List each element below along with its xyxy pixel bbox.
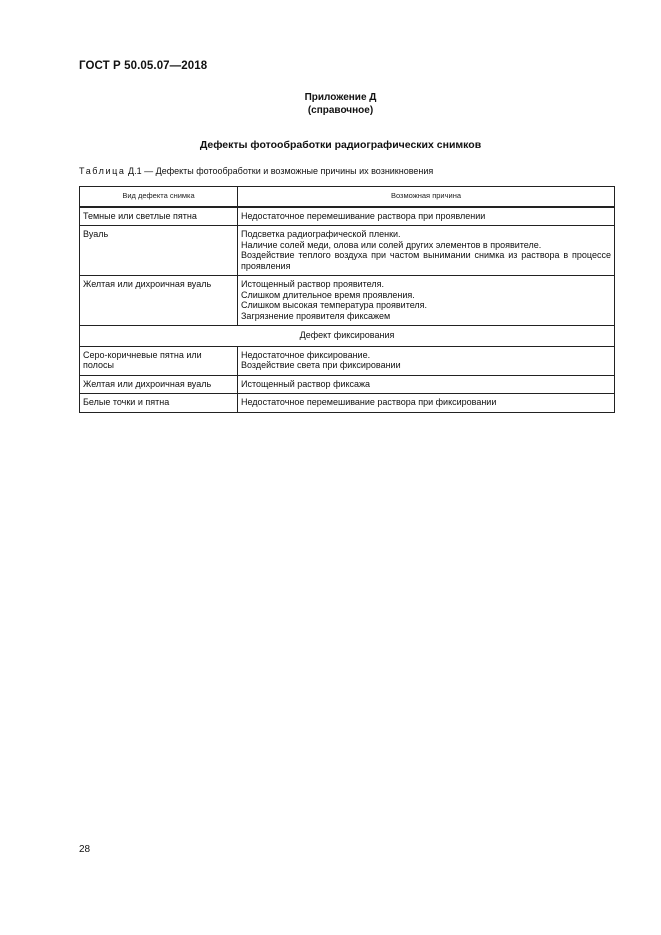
section-title: Дефекты фотообработки радиографических снимков [199,139,482,151]
table-caption-text: Д.1 — Дефекты фотообработки и возможные причины их возникновения [128,166,434,176]
cause-line: Воздействие теплого воздуха при частом вынимании снимка из раствора в процессе проявления [241,250,611,271]
cause-line: Недостаточное фиксирование. [241,349,371,360]
cause-cell [238,375,615,394]
cause-line: Недостаточное перемешивание раствора при проявлении [241,210,486,221]
defects-table [79,186,615,413]
cause-cell [238,394,615,413]
cause-line: Подсветка радиографической пленки. [241,229,401,239]
column-header-defect: Вид дефекта снимка [80,187,238,207]
table-section-row [80,326,615,347]
document-code: ГОСТ Р 50.05.07—2018 [79,60,208,72]
table-caption-label: Таблица [79,166,126,176]
table-row [80,207,615,226]
table-header-row [80,187,615,207]
defect-cell: Темные или светлые пятна [80,207,238,226]
table-row [80,346,615,375]
cause-line: Слишком высокая температура проявителя. [241,300,428,310]
cause-line: Слишком длительное время проявления. [241,289,415,300]
cause-line: Истощенный раствор проявителя. [241,279,384,289]
defect-cell: Белые точки и пятна [80,394,238,413]
defect-cell: Вуаль [80,226,238,276]
cause-line: Загрязнение проявителя фиксажем [241,310,391,321]
column-header-cause: Возможная причина [238,187,615,207]
section-row-label: Дефект фиксирования [80,326,615,347]
table-row [80,226,615,276]
table-caption [79,166,433,176]
appendix-heading [0,92,661,117]
cause-cell [238,276,615,326]
cause-line: Недостаточное перемешивание раствора при фиксировании [241,397,497,407]
cause-cell [238,207,615,226]
table-row [80,276,615,326]
cause-cell [238,346,615,375]
appendix-title: Приложение Д [304,92,377,103]
cause-line: Воздействие света при фиксировании [241,360,401,370]
defect-cell: Желтая или дихроичная вуаль [80,375,238,394]
cause-cell [238,226,615,276]
cause-line: Истощенный раствор фиксажа [241,378,371,389]
table-row [80,394,615,413]
table-row [80,375,615,394]
cause-line: Наличие солей меди, олова или солей других элементов в проявителе. [241,239,542,250]
defect-cell: Желтая или дихроичная вуаль [80,276,238,326]
page-number: 28 [79,844,91,855]
appendix-subtitle: (справочное) [307,104,374,116]
defect-cell: Серо-коричневые пятна или полосы [80,346,238,375]
